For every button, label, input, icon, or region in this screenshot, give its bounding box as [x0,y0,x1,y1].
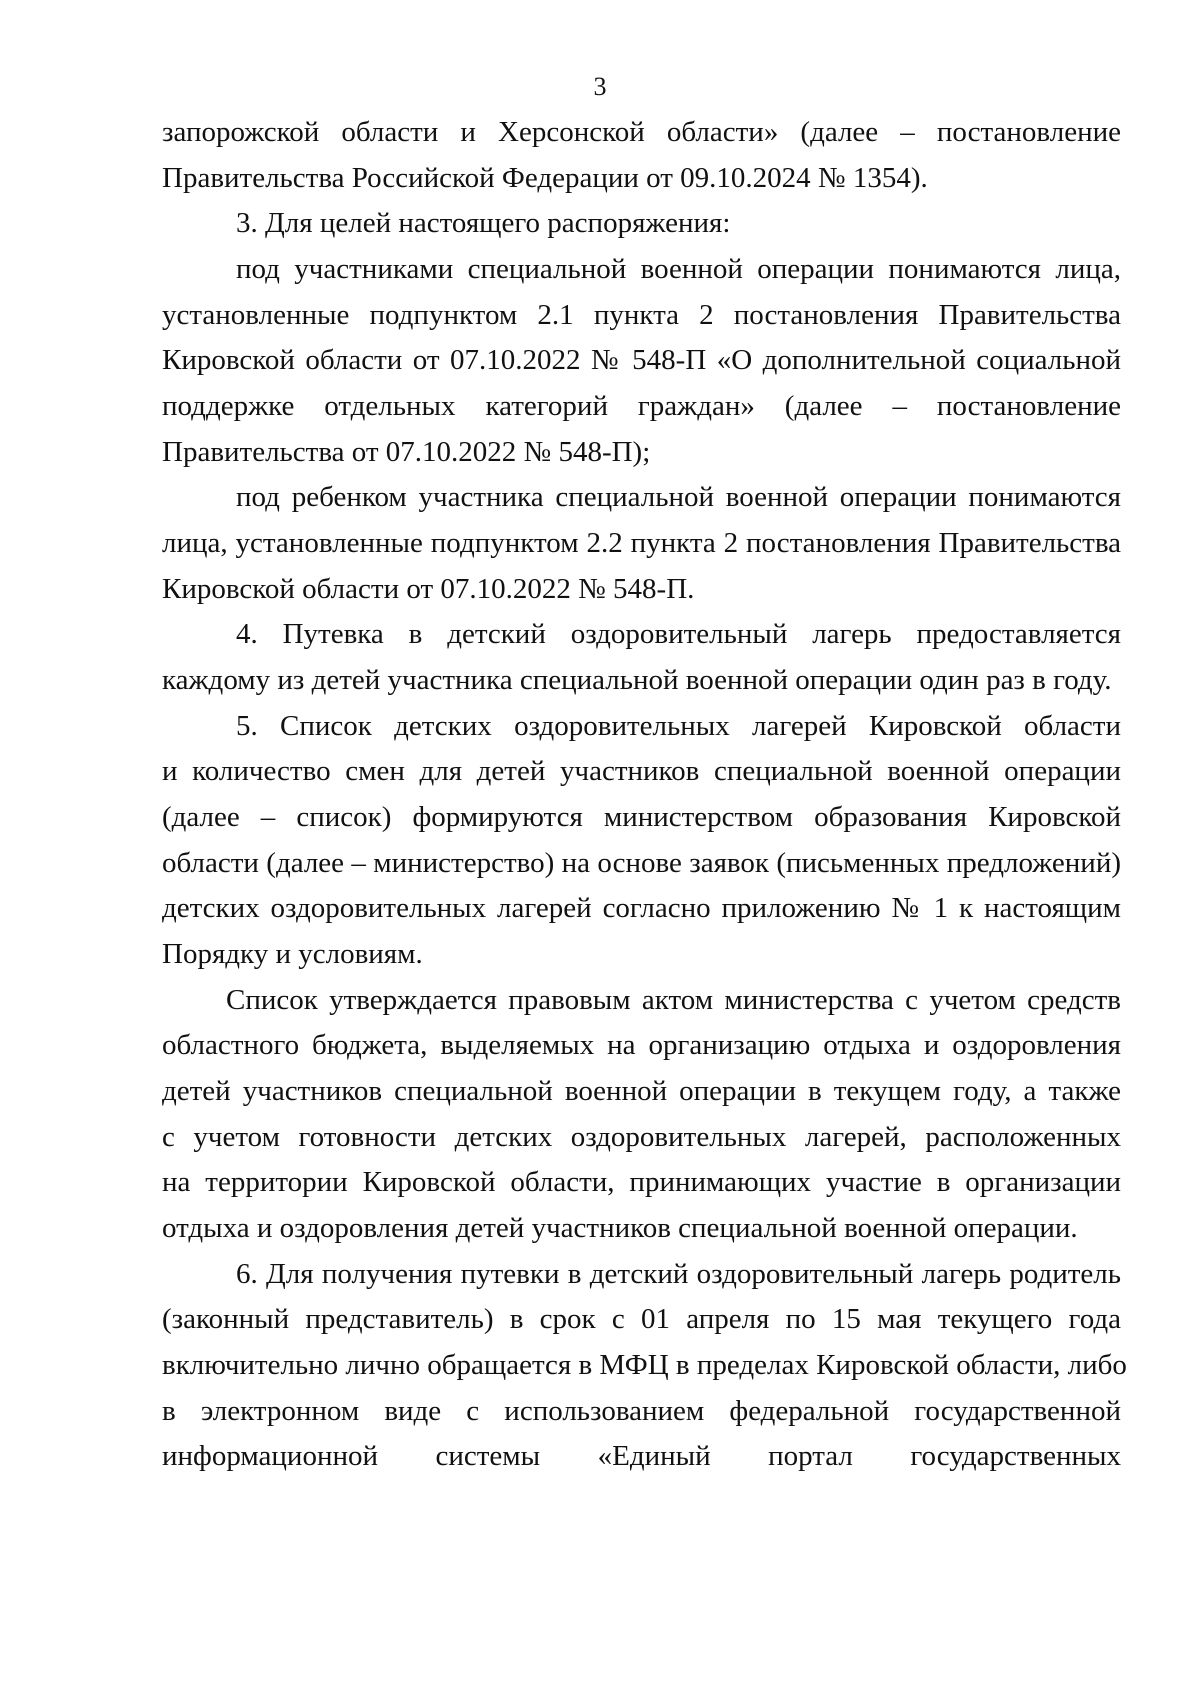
text-line: в электронном виде с использованием федеральной государственной [162,1395,1121,1427]
text-line: 3. Для целей настоящего распоряжения: [236,207,731,239]
text-line: областного бюджета, выделяемых на организацию отдыха и оздоровления [162,1029,1121,1061]
text-line: каждому из детей участника специальной военной операции один раз в году. [162,664,1112,696]
text-line: Список утверждается правовым актом министерства с учетом средств [226,984,1121,1016]
text-line: на территории Кировской области, принимающих участие в организации [162,1166,1121,1198]
text-line: с учетом готовности детских оздоровительных лагерей, расположенных [162,1121,1121,1153]
page-number: 3 [593,72,607,101]
text-line: Кировской области от 07.10.2022 № 548-П «О дополнительной социальной [162,344,1121,376]
text-line: области (далее – министерство) на основе заявок (письменных предложений) [162,847,1121,879]
text-line: Кировской области от 07.10.2022 № 548-П. [162,573,695,605]
text-line: детских оздоровительных лагерей согласно приложению № 1 к настоящим [162,892,1121,924]
text-line: Правительства от 07.10.2022 № 548-П); [162,436,651,468]
text-line: установленные подпунктом 2.1 пункта 2 постановления Правительства [162,299,1121,331]
text-line: включительно лично обращается в МФЦ в пределах Кировской области, либо [162,1349,1127,1381]
text-line: (законный представитель) в срок с 01 апреля по 15 мая текущего года [162,1303,1121,1335]
text-line: под участниками специальной военной операции понимаются лица, [236,253,1121,285]
text-line: информационной системы «Единый портал государственных [162,1440,1121,1472]
text-line: лица, установленные подпунктом 2.2 пункта 2 постановления Правительства [162,527,1121,559]
text-line: детей участников специальной военной операции в текущем году, а также [162,1075,1121,1107]
text-line: (далее – список) формируются министерством образования Кировской [162,801,1121,833]
text-line: отдыха и оздоровления детей участников специальной военной операции. [162,1212,1078,1244]
text-line: поддержке отдельных категорий граждан» (далее – постановление [162,390,1121,422]
text-line: 4. Путевка в детский оздоровительный лагерь предоставляется [236,618,1121,650]
text-line: Порядку и условиям. [162,938,423,970]
text-line: 6. Для получения путевки в детский оздоровительный лагерь родитель [236,1258,1121,1290]
text-line: и количество смен для детей участников специальной военной операции [162,755,1121,787]
text-line: 5. Список детских оздоровительных лагерей Кировской области [236,710,1121,742]
text-line: под ребенком участника специальной военной операции понимаются [236,481,1121,513]
text-line: Правительства Российской Федерации от 09.10.2024 № 1354). [162,162,928,194]
text-line: запорожской области и Херсонской области» (далее – постановление [162,116,1121,148]
